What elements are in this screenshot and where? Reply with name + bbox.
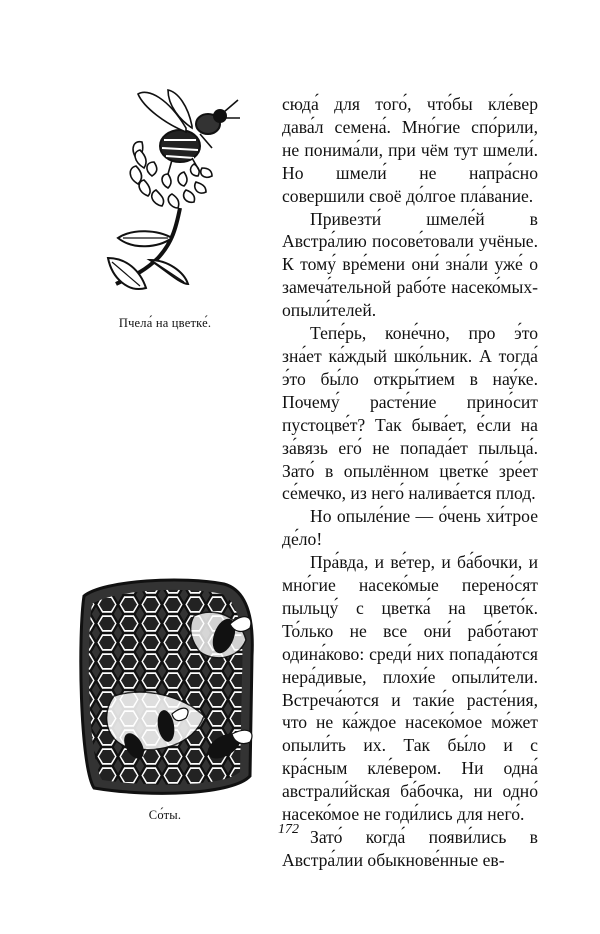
paragraph: Но опыле́ние — о́чень хи́трое де́ло!	[282, 506, 538, 550]
paragraph: сюда́ для того́, что́бы кле́вер дава́л семена́. Мно́гие спо́рили, не понима́ли, при чём тут шмели́. Но шмели́ не напра́сно совершили своё до́лгое пла́вание.	[282, 94, 538, 206]
caption-honeycomb: Со́ты.	[148, 808, 182, 822]
paragraph: Пра́вда, и ве́тер, и ба́бочки, и мно́гие насеко́мые перено́сят пыльцу́ с цветка́ на цвето́к. То́лько не все они́ рабо́тают одина́ково: среди́ них попада́ются нера́дивые, плохи́е опыли́тели. Встреча́ются и таки́е расте́ния, что не ка́ждое насеко́мое мо́жет опыли́ть их. Так бы́ло и с кра́сным кле́вером. Ни одна́ австрали́йская ба́бочка, ни одно́ насеко́мое не годи́лись для него́.	[282, 552, 538, 825]
page-number: 172	[278, 822, 299, 837]
paragraph: Привезти́ шмеле́й в Австра́лию посове́товали учёные. К тому́ вре́мени они́ зна́ли уже́ о замеча́тельной рабо́те насеко́мых-опыли́телей.	[282, 208, 538, 321]
bee-on-flower-illustration	[88, 88, 248, 298]
paragraph: Зато́ когда́ появи́лись в Австра́лии обыкнове́нные ев-	[282, 827, 538, 870]
caption-bee: Пчела́ на цветке́.	[118, 316, 212, 330]
paragraph: Тепе́рь, коне́чно, про э́то зна́ет ка́ждый шко́льник. А тогда́ э́то бы́ло откры́тием в нау́ке. Почему́ расте́ние прино́сит пустоцве́т? Так быва́ет, е́сли на за́вязь его́ не попада́ет пыльца́. Зато́ в опылённом цветке́ зре́ет се́мечко, из него́ налива́ется плод.	[282, 323, 538, 504]
main-text	[282, 93, 538, 872]
honeycomb-illustration	[74, 576, 264, 801]
